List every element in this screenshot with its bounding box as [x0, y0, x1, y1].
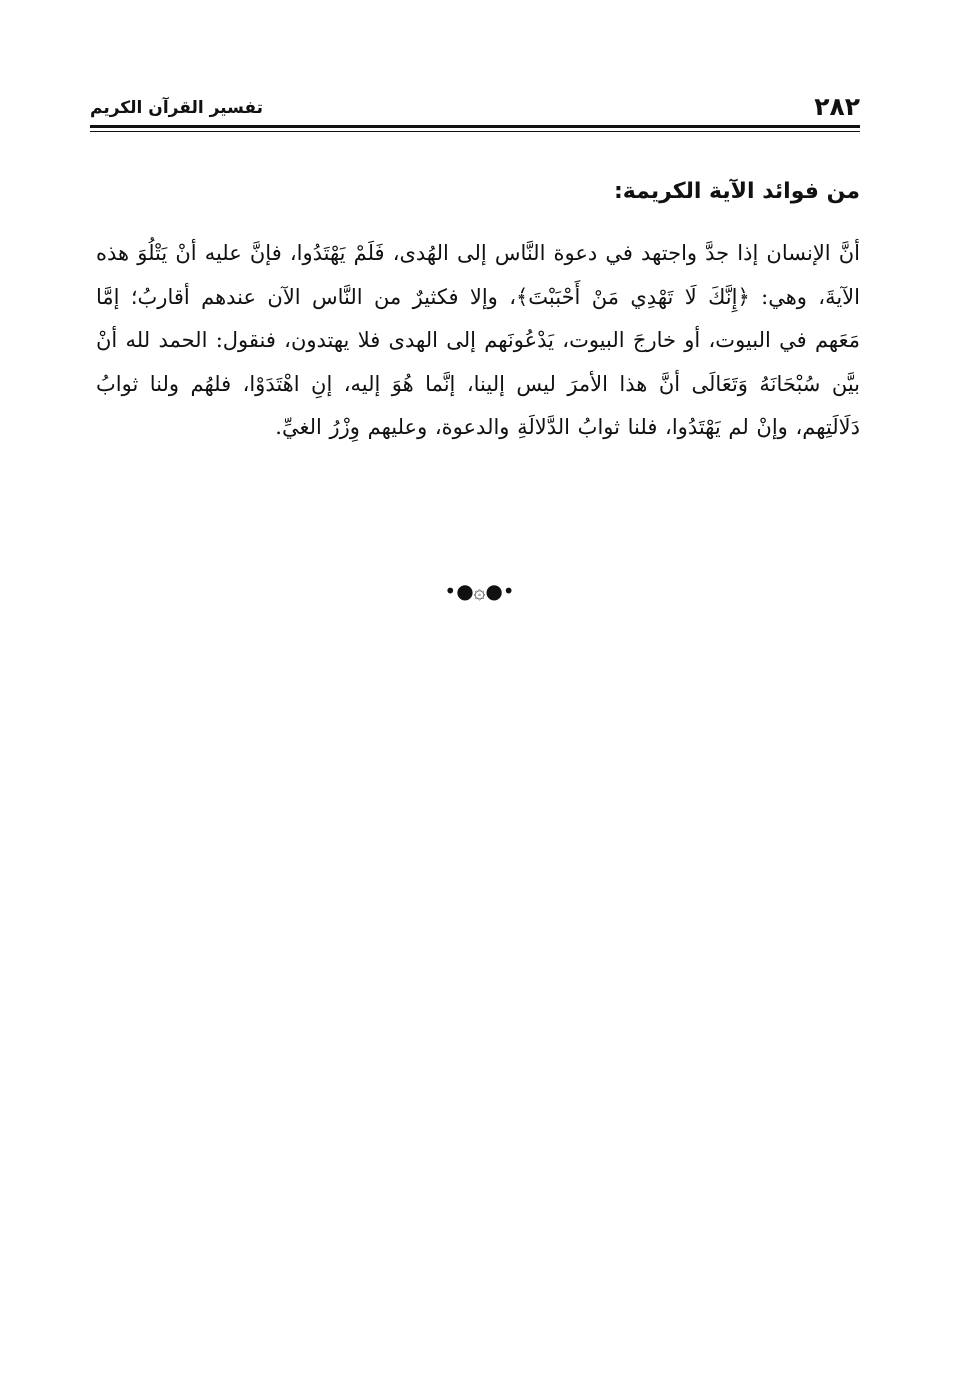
- body-paragraph: أنَّ الإنسان إذا جدَّ واجتهد في دعوة النَّاس إلى الهُدى، فَلَمْ يَهْتَدُوا، فإنَّ عليه أنْ يَتْلُوَ هذه الآيةَ، وهي: ﴿إِنَّكَ لَا تَهْدِي مَنْ أَحْبَبْتَ﴾، وإلا فكثيرٌ من النَّاس الآن عندهم أقاربُ؛ إمَّا مَعَهم في البيوت، أو خارجَ البيوت، يَدْعُونَهم إلى الهدى فلا يهتدون، فنقول: الحمد لله أنْ بيَّن سُبْحَانَهُ وَتَعَالَى أنَّ هذا الأمرَ ليس إلينا، إنَّما هُوَ إليه، إنِ اهْتَدَوْا، فلهُم ولنا ثوابُ دَلَالَتِهم، وإنْ لم يَهْتَدُوا، فلنا ثوابُ الدَّلالَةِ والدعوة، وعليهم وِزْرُ الغيِّ.: [96, 241, 860, 439]
- header-rule-thick: [90, 125, 860, 128]
- running-title: تفسير القرآن الكريم: [90, 98, 264, 118]
- header-rule-thin: [90, 131, 860, 132]
- page-number: ٢٨٢: [814, 92, 860, 121]
- page-header: [90, 88, 860, 128]
- section-heading: من فوائد الآية الكريمة:: [613, 179, 860, 204]
- section-end-ornament: •●۞●•: [444, 579, 515, 603]
